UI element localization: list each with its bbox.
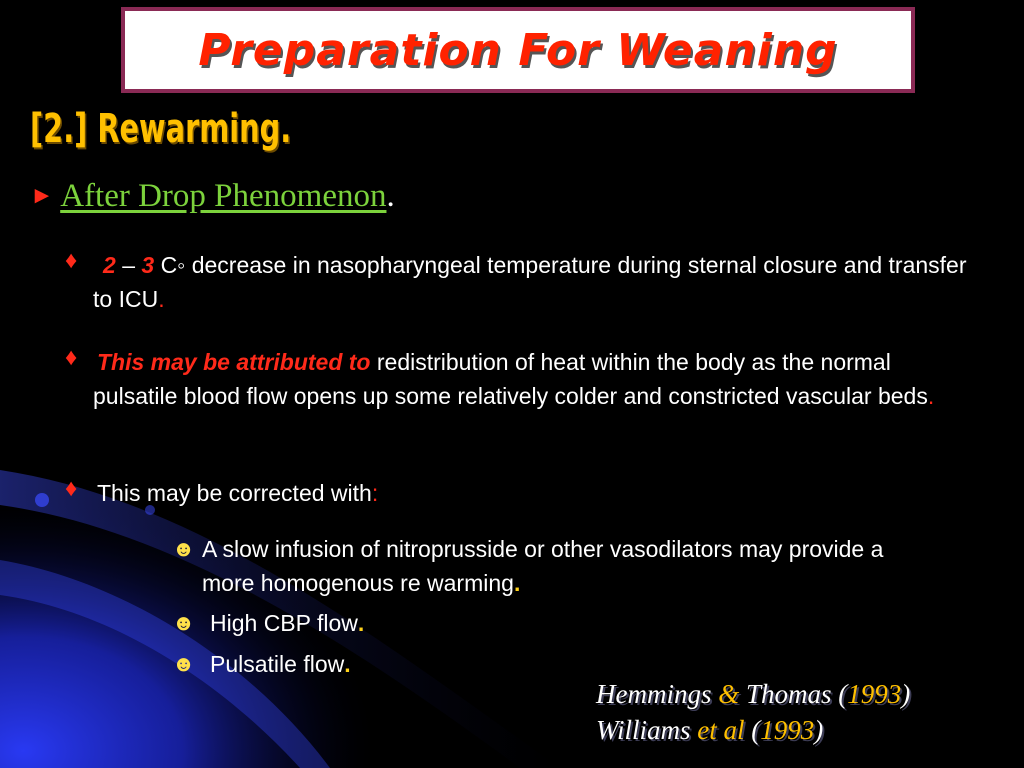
diamond-bullet-icon: ♦ (65, 247, 78, 274)
range-low: 2 (103, 252, 116, 278)
citation-etal: et al (697, 715, 745, 745)
smiley-bullet-icon: ☻ (172, 536, 196, 561)
bullet-temperature-drop (65, 247, 973, 316)
sub-heading-period: . (386, 178, 395, 214)
sub-item-text: A slow infusion of nitroprusside or other vasodilators may provide a more homogenous re warming (202, 536, 884, 596)
citation-hemmings (596, 676, 910, 712)
diamond-bullet-icon: ♦ (65, 475, 78, 502)
slide-title: Preparation For Weaning (198, 24, 838, 76)
arrow-icon: ► (30, 183, 54, 209)
sub-item-period: . (344, 651, 351, 677)
citation-year: 1993 (847, 679, 902, 709)
sub-item-period: . (513, 570, 521, 596)
citation-close: ) (901, 679, 911, 709)
sub-item-nitroprusside (172, 532, 942, 600)
sub-item-cbp-flow (172, 606, 610, 640)
citation-year: 1993 (760, 715, 815, 745)
range-dash: – (122, 252, 135, 278)
citation-author: Williams (596, 715, 691, 745)
bullet-text: This may be corrected with (97, 480, 372, 506)
diamond-bullet-icon: ♦ (65, 344, 78, 371)
after-drop-link[interactable]: After Drop Phenomenon (60, 178, 387, 214)
sub-item-text: Pulsatile flow (210, 651, 345, 677)
sub-item-pulsatile-flow (172, 647, 610, 681)
bullet-colon: : (371, 480, 379, 506)
bullet-period: . (158, 286, 165, 312)
citation-open: ( (751, 715, 761, 745)
title-box (121, 7, 915, 93)
citation-author: Hemmings (596, 679, 712, 709)
smiley-bullet-icon: ☻ (172, 651, 196, 676)
citation-coauthor: Thomas (746, 679, 832, 709)
citation-open: ( (838, 679, 848, 709)
citation-amp: & (718, 679, 740, 709)
sub-item-text: High CBP flow (210, 610, 358, 636)
attribution-lead: This may be attributed to (97, 349, 371, 375)
section-heading: [2.] Rewarming. (30, 106, 292, 152)
range-high: 3 (141, 252, 155, 278)
bullet-correction (65, 475, 893, 510)
citations (596, 676, 910, 748)
bullet-period: . (927, 383, 935, 409)
smiley-bullet-icon: ☻ (172, 610, 196, 635)
temperature-unit: C◦ (160, 252, 186, 278)
sub-heading (30, 178, 395, 215)
sub-item-period: . (357, 610, 365, 636)
bullet-attribution (65, 344, 963, 413)
bullet-text: decrease in nasopharyngeal temperature during sternal closure and transfer to ICU (93, 252, 967, 312)
citation-williams (596, 712, 910, 748)
bullet-text: redistribution of heat within the body as the normal pulsatile blood flow opens up some relatively colder and constricted vascular beds (93, 349, 928, 409)
citation-close: ) (814, 715, 824, 745)
